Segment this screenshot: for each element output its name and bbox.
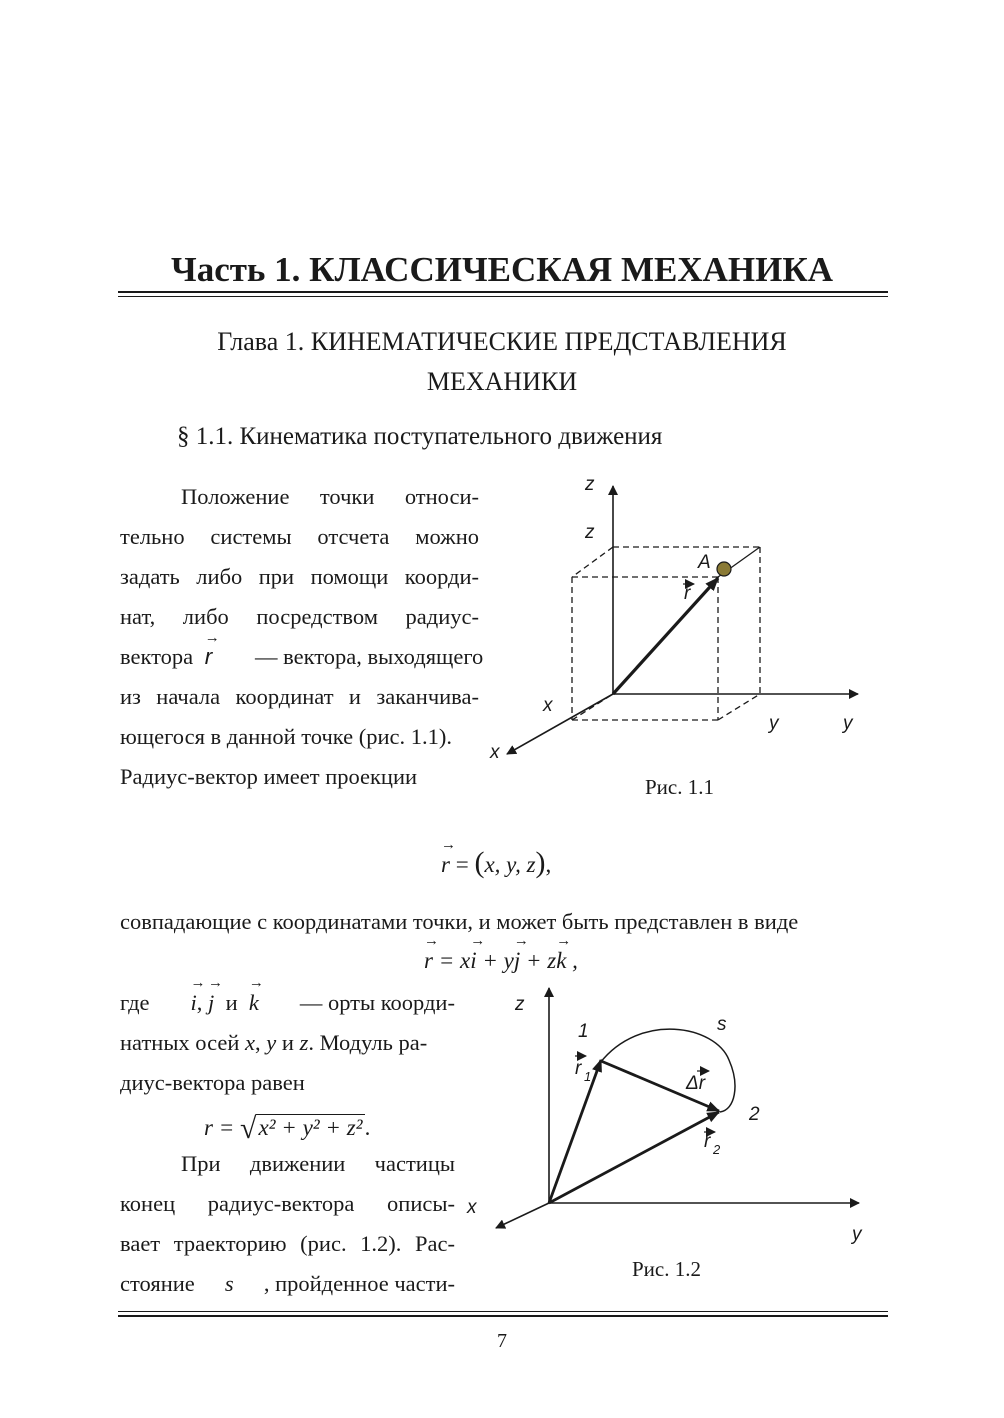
formula3-lhs: r = xyxy=(204,1115,240,1140)
para2-line: совпадающие с координатами точки, и может быть представлен в виде xyxy=(120,909,799,934)
formula1-lhs: → r xyxy=(441,852,450,878)
para3-line-1 xyxy=(120,990,455,1016)
para3-l2-x: x xyxy=(245,1030,256,1055)
chapter-title xyxy=(118,322,886,402)
title-rule-bottom xyxy=(118,296,888,297)
chapter-title-line-1: Глава 1. КИНЕМАТИЧЕСКИЕ ПРЕДСТАВЛЕНИЯ xyxy=(217,327,787,356)
para3-and: и xyxy=(225,990,238,1015)
formula2-p2: + z xyxy=(520,948,557,973)
fig1-caption: Рис. 1.1 xyxy=(645,775,714,799)
formula2-p1: + y xyxy=(476,948,514,973)
para1-line-3: задать либо при помощи коорди- xyxy=(120,564,479,589)
fig2-x-axis xyxy=(496,1203,549,1228)
fig2-label-s: s xyxy=(717,1014,727,1035)
para4-line-3: вает траекторию (рис. 1.2). Рас- xyxy=(120,1231,455,1256)
fig2-label-r1-sub: 1 xyxy=(584,1069,592,1084)
para3-line-3: диус-вектора равен xyxy=(120,1070,305,1095)
formula2-eq: = x xyxy=(432,948,471,973)
r-vector-symbol: → r xyxy=(205,644,213,670)
sqrt-sign: √ xyxy=(239,1112,257,1145)
formula1-rhs: x, y, z xyxy=(484,852,536,877)
fig2-label-dr: Δr xyxy=(686,1073,706,1094)
formula3-tail: . xyxy=(364,1115,371,1140)
para1-line-2: тельно системы отсчета можно xyxy=(120,524,479,549)
fig2-label-x: x xyxy=(467,1197,477,1218)
fig1-label-x-axis: x xyxy=(490,742,500,763)
fig1-label-a: A xyxy=(698,552,711,573)
para1-line-1: Положение точки относи- xyxy=(181,484,479,509)
formula1-eq: = xyxy=(449,852,475,877)
fig1-label-z-axis: z xyxy=(585,474,595,495)
para4-l4-b: , пройденное части- xyxy=(263,1271,455,1296)
para3-l2-y: y xyxy=(266,1030,277,1055)
fig1-label-r: r xyxy=(684,583,691,604)
figure-1-1 xyxy=(480,466,880,776)
formula2-tail: , xyxy=(566,948,578,973)
para3-line-2 xyxy=(120,1030,427,1056)
formula2-k: → k xyxy=(556,948,566,974)
section-title: § 1.1. Кинематика поступательного движения xyxy=(177,423,663,450)
formula2-j: → j xyxy=(514,948,520,974)
formula1-close: ) xyxy=(535,846,546,879)
title-rule-top xyxy=(118,291,888,293)
formula-r-components xyxy=(441,846,551,880)
fig2-label-z: z xyxy=(515,994,525,1015)
para3-l1-b: — орты коорди- xyxy=(299,990,455,1015)
para3-l2-b: . Модуль ра- xyxy=(308,1030,428,1055)
para3-j: → j xyxy=(208,990,214,1016)
para3-l1-a: где xyxy=(120,990,150,1015)
part-title: Часть 1. КЛАССИЧЕСКАЯ МЕХАНИКА xyxy=(171,250,833,289)
para3-l2-a: натных осей xyxy=(120,1030,240,1055)
fig1-label-z-proj: z xyxy=(585,522,595,543)
formula-r-modulus xyxy=(204,1109,370,1143)
formula-r-decomposition xyxy=(424,948,578,974)
fig1-label-y-proj: y xyxy=(769,713,779,734)
para3-l2-and: и xyxy=(281,1030,294,1055)
formula3-body: x² + y² + z² xyxy=(258,1115,363,1140)
para1-line-5-b: — вектора, выходящего xyxy=(255,644,484,669)
page-number: 7 xyxy=(497,1330,507,1352)
fig1-radius-vector xyxy=(613,578,718,694)
fig1-label-x-proj: x xyxy=(543,695,553,716)
fig2-r2-vector xyxy=(549,1112,719,1203)
para3-ijk xyxy=(191,990,259,1016)
para4-line-2: конец радиус-вектора описы- xyxy=(120,1191,455,1216)
fig2-label-r1: r xyxy=(575,1058,582,1079)
fig2-label-r2: r xyxy=(704,1131,711,1152)
formula2-lhs: → r xyxy=(424,948,433,974)
footer-rule-top xyxy=(118,1311,888,1312)
fig2-r1-vector xyxy=(549,1060,601,1203)
fig2-label-y: y xyxy=(852,1224,862,1245)
para4-l4-s: s xyxy=(224,1271,234,1296)
para4-line-4 xyxy=(120,1271,455,1297)
para3-k: → k xyxy=(249,990,259,1016)
fig2-label-r2-sub: 2 xyxy=(713,1142,721,1157)
figure-1-2 xyxy=(460,980,880,1250)
para1-line-6: из начала координат и заканчива- xyxy=(120,684,479,709)
chapter-title-line-2: МЕХАНИКИ xyxy=(426,367,578,396)
fig2-label-1: 1 xyxy=(578,1021,589,1042)
footer-rule-bottom xyxy=(118,1315,888,1317)
formula2-i: → i xyxy=(470,948,476,974)
para1-line-8: Радиус-вектор имеет проекции xyxy=(120,764,418,789)
fig1-point-a xyxy=(717,562,731,576)
para1-line-7: ющегося в данной точке (рис. 1.1). xyxy=(120,724,453,749)
fig1-x-axis xyxy=(507,694,613,754)
fig1-label-y-axis: y xyxy=(843,713,853,734)
formula1-tail: , xyxy=(545,852,552,877)
fig2-label-2: 2 xyxy=(749,1104,760,1125)
para4-line-1: При движении частицы xyxy=(181,1151,455,1176)
para3-comma: , xyxy=(196,990,203,1015)
para3-i: → i xyxy=(191,990,197,1016)
para1-line-4: нат, либо посредством радиус- xyxy=(120,604,479,629)
formula1-open: ( xyxy=(474,846,485,879)
fig2-caption: Рис. 1.2 xyxy=(632,1257,701,1281)
para1-line-5-a: вектора xyxy=(120,644,194,669)
para4-l4-a: стояние xyxy=(120,1271,195,1296)
para1-line-5 xyxy=(120,644,218,670)
para3-l2-z: z xyxy=(299,1030,309,1055)
para3-l2-sep: , xyxy=(255,1030,261,1055)
